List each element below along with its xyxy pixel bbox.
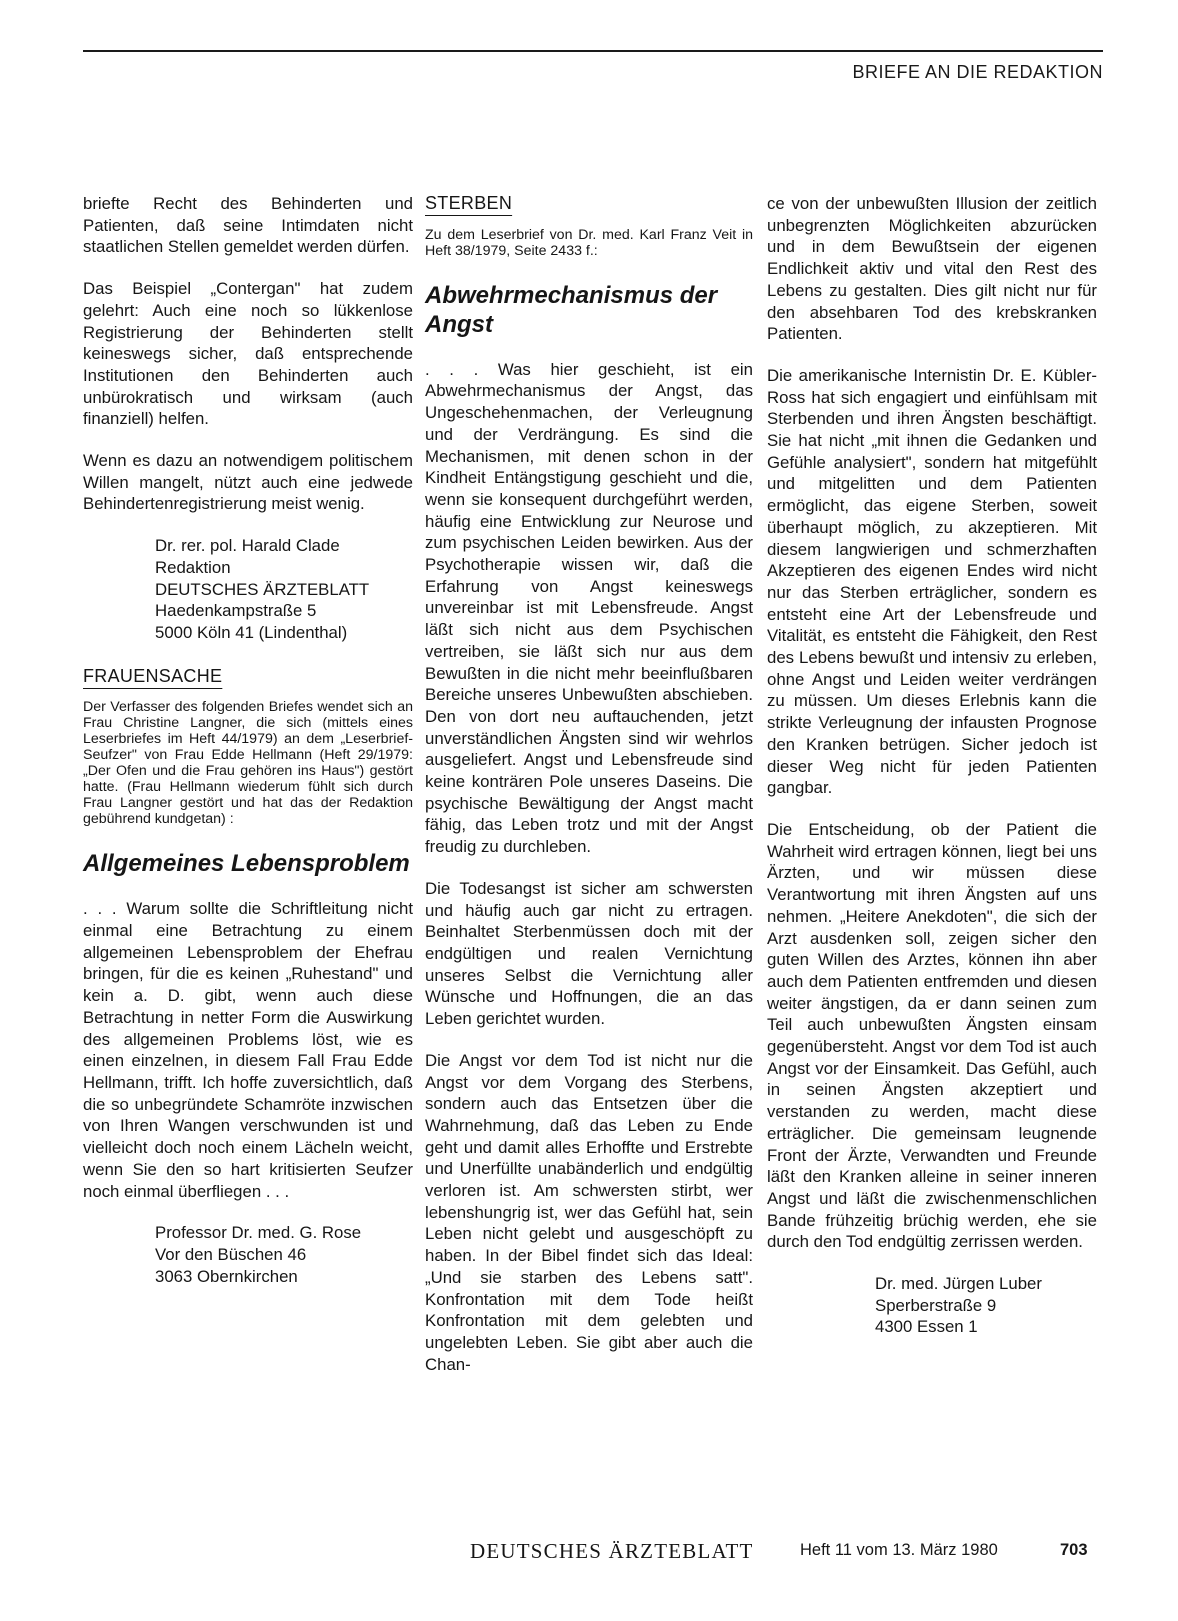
signature-block [83,535,413,644]
paragraph: Die amerikanische Internistin Dr. E. Kübler-Ross hat sich engagiert und einfühlsam mit Sterbenden und ihren Ängsten beschäftigt. Sie hat nicht „mit ihnen die Gedanken und Gefühle analysiert", sondern hat mitgefühlt und mitgelitten und dem Patienten ermöglicht, das eigene Sterben, soweit überhaupt möglich, zu akzeptieren. Mit diesem langwierigen und schmerzhaften Akzeptieren des eigenen Endes wird nicht nur das Sterben erträglicher, sondern es entsteht eine Art der Lebensfreude und Vitalität, es entsteht die Fähigkeit, den Rest des Lebens bewußt und intensiv zu erleben, ohne Angst und Leiden weiter verdrängen zu müssen. Um dieses Erlebnis kann die strikte Verleugnung der infausten Prognose den Kranken betrügen. Sicher jedoch ist dieser Weg nicht für jeden Patienten gangbar. [767,365,1097,798]
signature-line: Haedenkampstraße 5 [155,601,317,621]
letter-intro: Der Verfasser des folgenden Briefes wendet sich an Frau Christine Langner, die sich (mittels eines Leserbriefes im Heft 44/1979) an dem „Leserbrief-Seufzer" von Frau Edde Hellmann (Heft 29/1979: „Der Ofen und die Frau gehören ins Haus") gestört hatte. (Frau Hellmann wiederum fühlt sich durch Frau Langner gestört und hat das der Redaktion gebührend kundgetan) : [83,699,413,828]
signature-block [83,1222,413,1287]
paragraph: Die Entscheidung, ob der Patient die Wahrheit wird ertragen können, liegt bei uns Ärzten, und wir müssen diese Verantwortung mit ihren Ängsten auf uns nehmen. „Heitere Anekdoten", die sich der Arzt ausdenken soll, zeigen sicher den guten Willen des Arztes, können ihn aber auch dem Patienten entfremden und diesen weiter ängstigen, da er dann seinen zum Teil auch unbewußten Ängsten einsam gegenübersteht. Angst vor dem Tod ist auch Angst vor der Einsamkeit. Das Gefühl, auch in seinen Ängsten akzeptiert und verstanden zu werden, macht diese erträglicher. Die gemeinsam leugnende Front der Ärzte, Verwandten und Freunde läßt den Kranken alleine in seiner inneren Angst und läßt die zwischenmenschlichen Bande frühzeitig brüchig werden, ehe sie durch den Tod endgültig zerrissen werden. [767,819,1097,1252]
page-footer [0,1539,1178,1569]
page-number: 703 [1060,1541,1088,1559]
letter-intro: Zu dem Leserbrief von Dr. med. Karl Franz Veit in Heft 38/1979, Seite 2433 f.: [425,226,753,259]
paragraph: Das Beispiel „Contergan" hat zudem gelehrt: Auch eine noch so lükkenlose Registrierung der Behinderten stellt keineswegs sicher, daß entsprechende Institutionen den Behinderten auch unbürokratisch und wirksam (auch finanziell) helfen. [83,279,413,429]
journal-name: DEUTSCHES ÄRZTEBLATT [470,1539,754,1563]
signature-line: Vor den Büschen 46 [155,1244,307,1264]
paragraph: Die Angst vor dem Tod ist nicht nur die Angst vor dem Vorgang des Sterbens, sondern auch das Entsetzen über die Wahrnehmung, daß das Leben zu Ende geht und damit alles Erhoffte und Erstrebte und Unerfüllte unabänderlich und endgültig verloren ist. Am schwersten stirbt, wer lebenshungrig ist, wer das Gefühl hat, sein Leben nicht gelebt und ausgeschöpft zu haben. In der Bibel findet sich das Ideal: „Und sie starben des Lebens satt". Konfrontation mit dem Tode heißt Konfrontation mit dem gelebten und ungelebten Leben. Sie gibt aber auch die Chan- [425,1050,753,1374]
signature-line: Dr. rer. pol. Harald Clade [155,536,340,556]
letter-headline: Allgemeines Lebensproblem [83,850,410,878]
signature-line: Dr. med. Jürgen Luber [875,1274,1042,1294]
paragraph: Wenn es dazu an notwendigem politischem Willen mangelt, nützt auch eine jedwede Behindertenregistrierung meist wenig. [83,451,413,514]
column-2 [425,193,753,1395]
signature-block [767,1273,1097,1338]
signature-line: Professor Dr. med. G. Rose [155,1223,362,1243]
signature-line: 5000 Köln 41 (Lindenthal) [155,622,348,642]
paragraph: ce von der unbewußten Illusion der zeitlich unbegrenzten Möglichkeiten abzurücken und in dem Bewußtsein der eigenen Endlichkeit aktiv und vital den Rest des Lebens zu gestalten. Dies gilt nicht nur für den absehbaren Tod des krebskranken Patienten. [767,194,1097,344]
column-3 [767,193,1097,1360]
letter-headline: Abwehrmechanismus der Angst [425,281,718,338]
header-rule [83,50,1103,52]
rubric-title: STERBEN [425,193,513,213]
paragraph: . . . Was hier geschieht, ist ein Abwehrmechanismus der Angst, das Ungeschehenmachen, der Verleugnung und der Verdrängung. Es sind die Mechanismen, mit denen schon in der Kindheit Entängstigung geschieht und die, wenn sie konsequent durchgeführt werden, häufig eine Entwicklung zur Neurose und zum psychischen Leiden bewirken. Aus der Psychotherapie wissen wir, daß die Erfahrung von Angst keineswegs unvereinbar ist mit Lebensfreude. Angst läßt sich nicht aus dem Psychischen vertreiben, sie läßt sich nur aus dem Bewußten in die nicht mehr beeinflußbaren Bereiche unseres Unbewußten abschieben. Den von dort neu auftauchenden, jetzt unverständlichen Ängsten sind wir wehrlos ausgeliefert. Angst und Lebensfreude sind keine konträren Pole unseres Daseins. Die psychische Bewältigung der Angst macht fähig, das Leben trotz und mit der Angst freudig zu durchleben. [425,359,753,857]
paragraph: . . . Warum sollte die Schriftleitung nicht einmal eine Betrachtung zu einem allgemeinen Lebensproblem der Ehefrau bringen, für die es keinen „Ruhestand" und kein a. D. gibt, wenn auch diese Betrachtung in netter Form die Auswirkung des allgemeinen Problems löst, wie es einen einzelnen, in diesem Fall Frau Edde Hellmann, trifft. Ich hoffe zuversichtlich, daß die so unbegründete Schamröte inzwischen von Ihren Wangen verschwunden ist und vielleicht doch noch einem Lächeln weicht, wenn Sie den so hart kritisierten Seufzer noch einmal überfliegen . . . [83,899,413,1201]
signature-line: 4300 Essen 1 [875,1317,978,1337]
column-1 [83,193,413,1309]
paragraph: Die Todesangst ist sicher am schwersten und häufig auch gar nicht zu ertragen. Beinhaltet Sterbenmüssen doch mit der endgültigen und realen Vernichtung unseres Selbst die Vernichtung aller Wünsche und Hoffnungen, die an das Leben gerichtet wurden. [425,878,753,1029]
section-title: BRIEFE AN DIE REDAKTION [852,62,1103,82]
issue-info: Heft 11 vom 13. März 1980 [800,1541,998,1559]
signature-line: Redaktion [155,557,231,577]
signature-line: Sperberstraße 9 [875,1295,997,1315]
signature-line: DEUTSCHES ÄRZTEBLATT [155,579,370,599]
paragraph: briefte Recht des Behinderten und Patienten, daß seine Intimdaten nicht staatlichen Stellen gemeldet werden dürfen. [83,194,413,257]
rubric-title: FRAUENSACHE [83,665,223,686]
signature-line: 3063 Obernkirchen [155,1266,298,1286]
